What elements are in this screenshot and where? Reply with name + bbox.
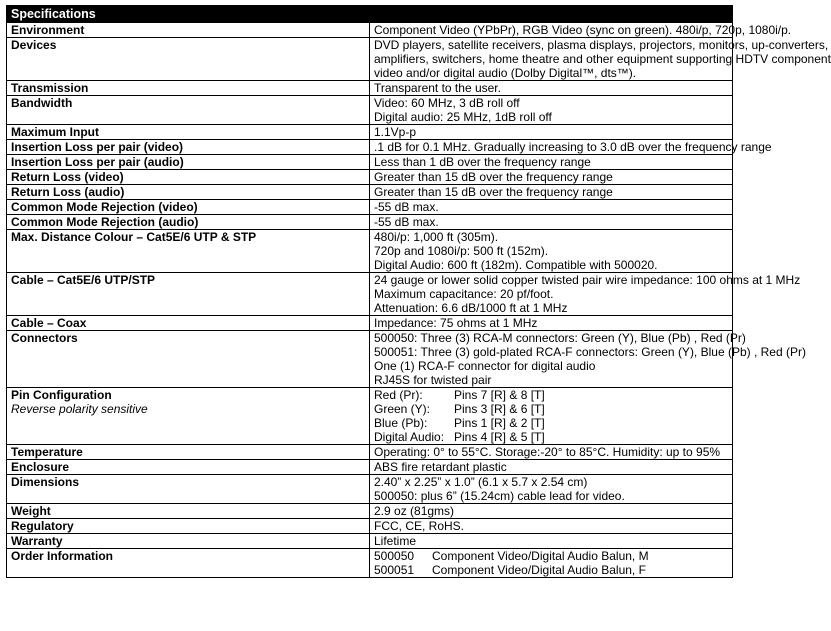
table-row: [7, 38, 733, 81]
spec-label-cell: [7, 534, 370, 549]
spec-value-line: Lifetime: [374, 534, 417, 548]
spec-value-line: video and/or digital audio (Dolby Digital™, dts™).: [374, 66, 637, 80]
spec-value-line: Operating: 0° to 55°C. Storage:-20° to 85°C. Humidity: up to 95%: [374, 445, 721, 459]
table-header-row: [7, 6, 733, 23]
spec-label-cell: [7, 519, 370, 534]
spec-value-cell: [370, 96, 733, 125]
spec-value-line: 1.1Vp-p: [374, 125, 417, 139]
spec-value-cell: [370, 273, 801, 316]
spec-value-line: amplifiers, switchers, home theatre and other equipment supporting HDTV component: [374, 52, 831, 66]
pin-assignment: [374, 388, 728, 402]
spec-value-cell: [370, 316, 733, 331]
spec-label-cell: [7, 460, 370, 475]
table-row: [7, 140, 733, 155]
spec-value-line: .1 dB for 0.1 MHz. Gradually increasing to 3.0 dB over the frequency range: [374, 140, 772, 154]
spec-value-cell: [370, 23, 792, 38]
spec-value-line: Greater than 15 dB over the frequency range: [374, 185, 613, 199]
table-row: [7, 155, 733, 170]
order-code: 500050: [374, 549, 415, 563]
spec-value-line: Component Video (YPbPr), RGB Video (sync on green). 480i/p, 720p, 1080i/p.: [374, 23, 792, 37]
table-row: [7, 23, 733, 38]
table-row: [7, 475, 733, 504]
spec-label: Common Mode Rejection (video): [11, 200, 198, 214]
spec-value-cell: [370, 549, 733, 578]
table-row: [7, 81, 733, 96]
pin-numbers: Pins 1 [R] & 2 [T]: [454, 416, 545, 430]
spec-value-line: RJ45S for twisted pair: [374, 373, 492, 387]
spec-value-cell: [370, 445, 733, 460]
spec-label-cell: [7, 38, 370, 81]
pin-assignment: [374, 430, 728, 444]
specifications-table: [6, 5, 831, 578]
spec-label: Temperature: [11, 445, 83, 459]
spec-value-line: -55 dB max.: [374, 200, 439, 214]
spec-label: Enclosure: [11, 460, 70, 474]
spec-label-cell: [7, 96, 370, 125]
spec-label: Connectors: [11, 331, 78, 345]
spec-label-cell: [7, 230, 370, 273]
spec-value-cell: [370, 200, 733, 215]
spec-value-line: Transparent to the user.: [374, 81, 501, 95]
spec-label-cell: [7, 445, 370, 460]
table-row: [7, 96, 733, 125]
spec-label: Insertion Loss per pair (video): [11, 140, 184, 154]
table-row: [7, 534, 733, 549]
spec-value-line: DVD players, satellite receivers, plasma displays, projectors, monitors, up-converters,: [374, 38, 829, 52]
spec-value-cell: [370, 230, 733, 273]
pin-numbers: Pins 4 [R] & 5 [T]: [454, 430, 545, 444]
spec-label-cell: [7, 185, 370, 200]
spec-value-line: Digital Audio: 600 ft (182m). Compatible with 500020.: [374, 258, 658, 272]
spec-label: Return Loss (video): [11, 170, 124, 184]
spec-value-cell: [370, 38, 831, 81]
spec-label: Max. Distance Colour – Cat5E/6 UTP & STP: [11, 230, 257, 244]
spec-label: Common Mode Rejection (audio): [11, 215, 199, 229]
specifications-sheet: [6, 5, 831, 578]
pin-signal: Red (Pr):: [374, 388, 423, 402]
spec-label-cell: [7, 215, 370, 230]
spec-label-cell: [7, 549, 370, 578]
spec-value-cell: [370, 125, 733, 140]
spec-value-cell: [370, 155, 733, 170]
pin-assignment: [374, 402, 728, 416]
spec-label: Cable – Cat5E/6 UTP/STP: [11, 273, 156, 287]
order-item: [374, 549, 728, 563]
spec-value-line: 500050: plus 6” (15.24cm) cable lead for video.: [374, 489, 625, 503]
table-row: [7, 331, 733, 388]
order-code: 500051: [374, 563, 415, 577]
spec-value-cell: [370, 475, 733, 504]
spec-value-cell: [370, 534, 733, 549]
spec-label: Order Information: [11, 549, 114, 563]
spec-label: Devices: [11, 38, 57, 52]
spec-label-cell: [7, 23, 370, 38]
spec-value-line: Less than 1 dB over the frequency range: [374, 155, 591, 169]
spec-value-cell: [370, 504, 733, 519]
table-row: [7, 273, 733, 316]
pin-signal: Green (Y):: [374, 402, 431, 416]
spec-label-cell: [7, 504, 370, 519]
spec-value-line: Attenuation: 6.6 dB/1000 ft at 1 MHz: [374, 301, 568, 315]
spec-value-cell: [370, 140, 772, 155]
spec-value-cell: [370, 215, 733, 230]
spec-label: Maximum Input: [11, 125, 100, 139]
spec-label: Insertion Loss per pair (audio): [11, 155, 184, 169]
spec-label: Regulatory: [11, 519, 74, 533]
spec-label: Dimensions: [11, 475, 80, 489]
spec-value-line: 2.9 oz (81gms): [374, 504, 455, 518]
spec-value-cell: [370, 185, 733, 200]
spec-label: Pin Configuration: [11, 388, 112, 402]
spec-value-line: One (1) RCA-F connector for digital audio: [374, 359, 596, 373]
table-row: [7, 230, 733, 273]
spec-value-line: ABS fire retardant plastic: [374, 460, 507, 474]
spec-value-cell: [370, 331, 806, 388]
spec-label: Weight: [11, 504, 51, 518]
table-row: [7, 388, 733, 445]
spec-value-cell: [370, 81, 733, 96]
spec-label-cell: [7, 273, 370, 316]
spec-label: Transmission: [11, 81, 89, 95]
spec-value-line: -55 dB max.: [374, 215, 439, 229]
spec-label-cell: [7, 316, 370, 331]
table-row: [7, 125, 733, 140]
table-body: [7, 23, 831, 578]
pin-signal: Blue (Pb):: [374, 416, 428, 430]
spec-value-cell: [370, 388, 733, 445]
spec-label-cell: [7, 388, 370, 445]
spec-label-cell: [7, 331, 370, 388]
table-row: [7, 504, 733, 519]
spec-value-line: 500051: Three (3) gold-plated RCA-F connectors: Green (Y), Blue (Pb) , Red (Pr): [374, 345, 806, 359]
order-item: [374, 563, 728, 577]
spec-value-cell: [370, 460, 733, 475]
table-row: [7, 445, 733, 460]
spec-value-line: 720p and 1080i/p: 500 ft (152m).: [374, 244, 549, 258]
spec-value-line: Digital audio: 25 MHz, 1dB roll off: [374, 110, 552, 124]
spec-label: Bandwidth: [11, 96, 73, 110]
spec-value-cell: [370, 170, 733, 185]
spec-label-cell: [7, 155, 370, 170]
table-row: [7, 170, 733, 185]
spec-label-cell: [7, 125, 370, 140]
spec-value-line: Impedance: 75 ohms at 1 MHz: [374, 316, 538, 330]
spec-label-cell: [7, 170, 370, 185]
spec-label-cell: [7, 140, 370, 155]
spec-label: Return Loss (audio): [11, 185, 125, 199]
table-title: Specifications: [7, 6, 733, 23]
spec-value-line: 24 gauge or lower solid copper twisted pair wire impedance: 100 ohms at 1 MHz: [374, 273, 801, 287]
table-row: [7, 519, 733, 534]
table-row: [7, 215, 733, 230]
table-row: [7, 549, 733, 578]
spec-label: Environment: [11, 23, 85, 37]
order-description: Component Video/Digital Audio Balun, M: [432, 549, 649, 563]
spec-value-line: 2.40” x 2.25” x 1.0” (6.1 x 5.7 x 2.54 cm): [374, 475, 588, 489]
spec-label: Cable – Coax: [11, 316, 87, 330]
spec-value-line: Greater than 15 dB over the frequency range: [374, 170, 613, 184]
spec-value-line: Maximum capacitance: 20 pf/foot.: [374, 287, 554, 301]
pin-numbers: Pins 3 [R] & 6 [T]: [454, 402, 545, 416]
table-row: [7, 460, 733, 475]
table-row: [7, 185, 733, 200]
spec-label-cell: [7, 475, 370, 504]
spec-label-cell: [7, 81, 370, 96]
spec-value-line: FCC, CE, RoHS.: [374, 519, 465, 533]
pin-signal: Digital Audio:: [374, 430, 445, 444]
order-description: Component Video/Digital Audio Balun, F: [432, 563, 646, 577]
spec-value-line: Video: 60 MHz, 3 dB roll off: [374, 96, 520, 110]
spec-label: Warranty: [11, 534, 63, 548]
pin-assignment: [374, 416, 728, 430]
spec-value-line: 500050: Three (3) RCA-M connectors: Green (Y), Blue (Pb) , Red (Pr): [374, 331, 746, 345]
spec-label-cell: [7, 200, 370, 215]
table-row: [7, 200, 733, 215]
spec-value-cell: [370, 519, 733, 534]
spec-value-line: 480i/p: 1,000 ft (305m).: [374, 230, 499, 244]
table-row: [7, 316, 733, 331]
spec-sublabel: Reverse polarity sensitive: [11, 402, 148, 416]
pin-numbers: Pins 7 [R] & 8 [T]: [454, 388, 545, 402]
